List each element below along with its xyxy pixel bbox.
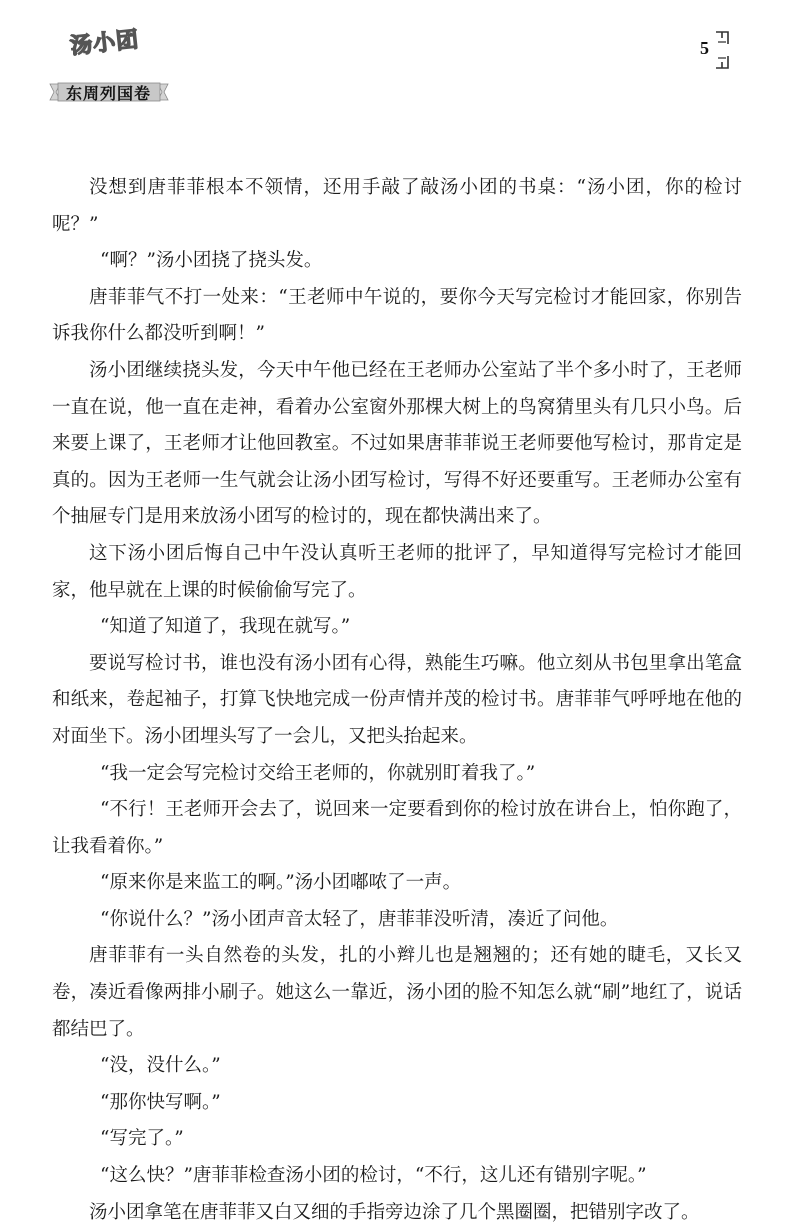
- paragraph: “知道了知道了，我现在就写。”: [100, 616, 351, 638]
- paragraph: 唐菲菲气不打一处来：“王老师中午说的，要你今天写完检讨才能回家，你别告诉我你什么都没听到啊！”: [52, 286, 742, 345]
- paragraph: 汤小团拿笔在唐菲菲又白又细的手指旁边涂了几个黑圈圈，把错别字改了。: [89, 1201, 700, 1223]
- paragraph: 没想到唐菲菲根本不领情，还用手敲了敲汤小团的书桌：“汤小团，你的检讨呢？”: [52, 177, 742, 235]
- paragraph: “那你快写啊。”: [100, 1091, 221, 1113]
- paragraph: “没，没什么。”: [100, 1055, 221, 1077]
- paragraph: 汤小团继续挠头发，今天中午他已经在王老师办公室站了半个多小时了，王老师一直在说，他一直在走神，看着办公室窗外那棵大树上的鸟窝猜里头有几只小鸟。后来要上课了，王老师才让他回教室。不过如果唐菲菲说王老师要他写检讨，那肯定是真的。因为王老师一生气就会让汤小团写检讨，写得不好还要重写。王老师办公室有个抽屉专门是用来放汤小团写的检讨的，现在都快满出来了。: [52, 359, 742, 528]
- paragraph: “这么快？”唐菲菲检查汤小团的检讨，“不行，这儿还有错别字呢。”: [100, 1165, 647, 1187]
- paragraph: 这下汤小团后悔自己中午没认真听王老师的批评了，早知道得写完检讨才能回家，他早就在上课的时候偷偷写完了。: [52, 542, 742, 601]
- paragraph: 要说写检讨书，谁也没有汤小团有心得，熟能生巧嘛。他立刻从书包里拿出笔盒和纸来，卷起袖子，打算飞快地完成一份声情并茂的检讨书。唐菲菲气呼呼地在他的对面坐下。汤小团埋头写了一会儿，又把头抬起来。: [52, 652, 742, 747]
- paragraph: 唐菲菲有一头自然卷的头发，扎的小辫儿也是翘翘的；还有她的睫毛，又长又卷，凑近看像两排小刷子。她这么一靠近，汤小团的脸不知怎么就“刷”地红了，说话都结巴了。: [52, 945, 742, 1040]
- series-logo: 汤小团: [69, 27, 141, 60]
- paragraph: “不行！王老师开会去了，说回来一定要看到你的检讨放在讲台上，怕你跑了，让我看着你。”: [52, 799, 742, 857]
- page-number: 5: [700, 38, 709, 58]
- paragraph: “写完了。”: [100, 1128, 184, 1150]
- paragraph: “我一定会写完检讨交给王老师的，你就别盯着我了。”: [100, 762, 536, 784]
- body-text: [52, 170, 742, 1231]
- page-header: [0, 0, 790, 120]
- corner-bracket-icon: [714, 30, 732, 70]
- series-title: 东周列国卷: [66, 84, 152, 103]
- paragraph: “啊？”汤小团挠了挠头发。: [100, 250, 323, 272]
- paragraph: “原来你是来监工的啊。”汤小团嘟哝了一声。: [100, 872, 462, 894]
- paragraph: “你说什么？”汤小团声音太轻了，唐菲菲没听清，凑近了问他。: [100, 908, 619, 930]
